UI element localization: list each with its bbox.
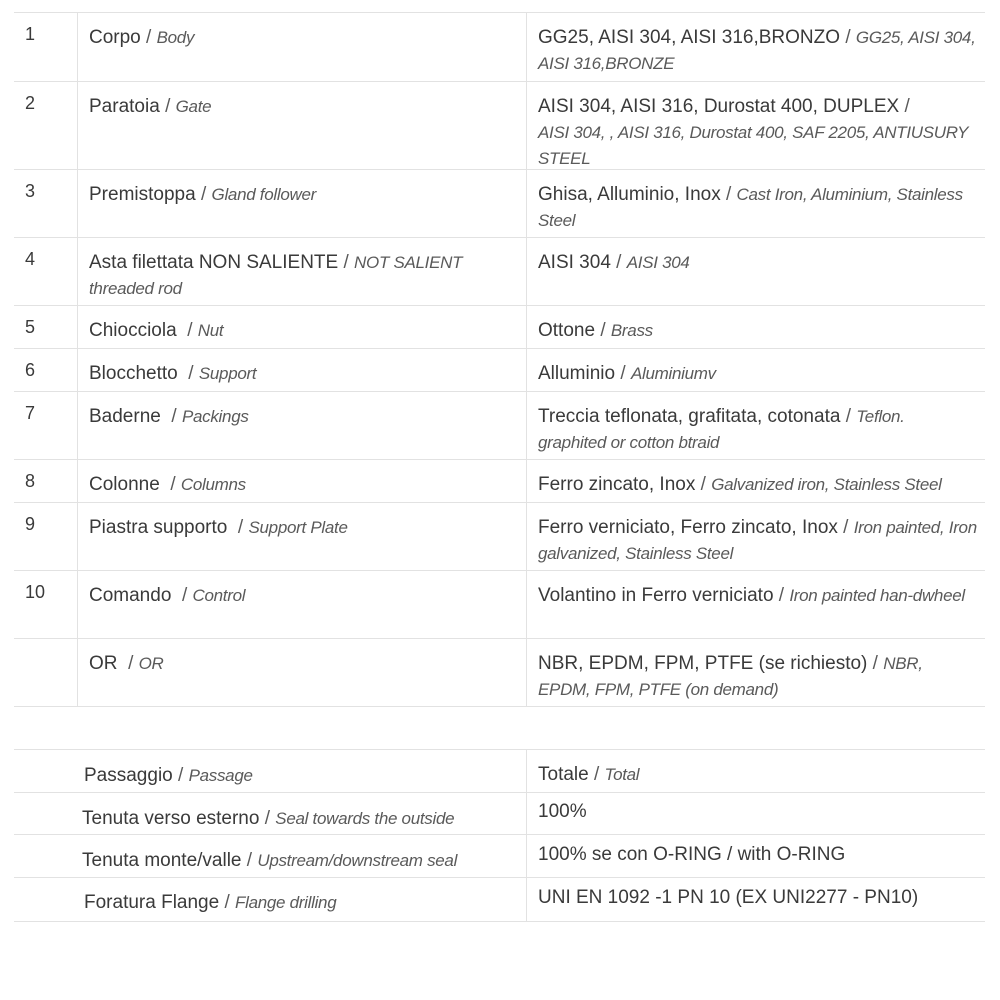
spec-value: 100% se con O-RING / with O-RING <box>538 844 846 865</box>
spec-row <box>14 834 985 877</box>
part-material: AISI 304 / AISI 304 <box>538 252 690 273</box>
table-row <box>14 169 985 237</box>
spec-value: UNI EN 1092 -1 PN 10 (EX UNI2277 - PN10) <box>538 887 919 908</box>
part-name: Blocchetto / Support <box>78 349 527 391</box>
part-material: Ghisa, Alluminio, Inox / Cast Iron, Aluminium, Stainless Steel <box>538 184 963 230</box>
spec-value: 100% <box>538 801 587 822</box>
spec-label: Foratura Flange / Flange drilling <box>14 878 527 921</box>
table-row <box>14 305 985 348</box>
part-number: 7 <box>14 392 78 459</box>
table-row <box>14 459 985 502</box>
part-material: Ottone / Brass <box>538 320 653 341</box>
part-material: Treccia teflonata, grafitata, cotonata / Teflon. graphited or cotton btraid <box>538 406 905 452</box>
part-number: 10 <box>14 571 78 638</box>
part-name: Corpo / Body <box>78 13 527 81</box>
part-number: 2 <box>14 82 78 169</box>
table-row <box>14 237 985 305</box>
materials-table <box>14 12 985 922</box>
table-row <box>14 81 985 169</box>
part-name: Comando / Control <box>78 571 527 638</box>
part-number <box>14 639 78 706</box>
part-name: Paratoia / Gate <box>78 82 527 169</box>
part-number: 8 <box>14 460 78 502</box>
part-material: Volantino in Ferro verniciato / Iron painted han-dwheel <box>538 585 965 606</box>
part-name: Baderne / Packings <box>78 392 527 459</box>
part-number: 9 <box>14 503 78 570</box>
part-material: NBR, EPDM, FPM, PTFE (se richiesto) / NBR, EPDM, FPM, PTFE (on demand) <box>538 653 923 699</box>
part-name: Piastra supporto / Support Plate <box>78 503 527 570</box>
table-row <box>14 348 985 391</box>
table-row <box>14 502 985 570</box>
part-name: OR / OR <box>78 639 527 706</box>
spec-label: Passaggio / Passage <box>14 750 527 792</box>
part-material: Ferro verniciato, Ferro zincato, Inox / Iron painted, Iron galvanized, Stainless Steel <box>538 517 977 563</box>
part-number: 6 <box>14 349 78 391</box>
spec-label: Tenuta monte/valle / Upstream/downstream seal <box>14 835 527 877</box>
part-material: AISI 304, AISI 316, Durostat 400, DUPLEX / AISI 304, , AISI 316, Durostat 400, SAF 2205, ANTIUSURY STEEL <box>538 96 968 168</box>
part-material: GG25, AISI 304, AISI 316,BRONZO / GG25, AISI 304, AISI 316,BRONZE <box>538 27 976 73</box>
part-material: Ferro zincato, Inox / Galvanized iron, Stainless Steel <box>538 474 942 495</box>
spec-label: Tenuta verso esterno / Seal towards the outside <box>14 793 527 834</box>
part-name: Colonne / Columns <box>78 460 527 502</box>
spec-row <box>14 792 985 834</box>
spec-value: Totale / Total <box>538 764 640 785</box>
part-name: Premistoppa / Gland follower <box>78 170 527 237</box>
part-number: 5 <box>14 306 78 348</box>
spec-row <box>14 749 985 792</box>
table-row <box>14 12 985 81</box>
part-number: 3 <box>14 170 78 237</box>
table-row <box>14 638 985 706</box>
table-row <box>14 570 985 638</box>
part-number: 1 <box>14 13 78 81</box>
part-name: Chiocciola / Nut <box>78 306 527 348</box>
part-material: Alluminio / Aluminiumv <box>538 363 716 384</box>
table-spacer-row <box>14 706 985 749</box>
part-number: 4 <box>14 238 78 305</box>
part-name: Asta filettata NON SALIENTE / NOT SALIENT threaded rod <box>78 238 527 305</box>
spec-row <box>14 877 985 922</box>
table-row <box>14 391 985 459</box>
